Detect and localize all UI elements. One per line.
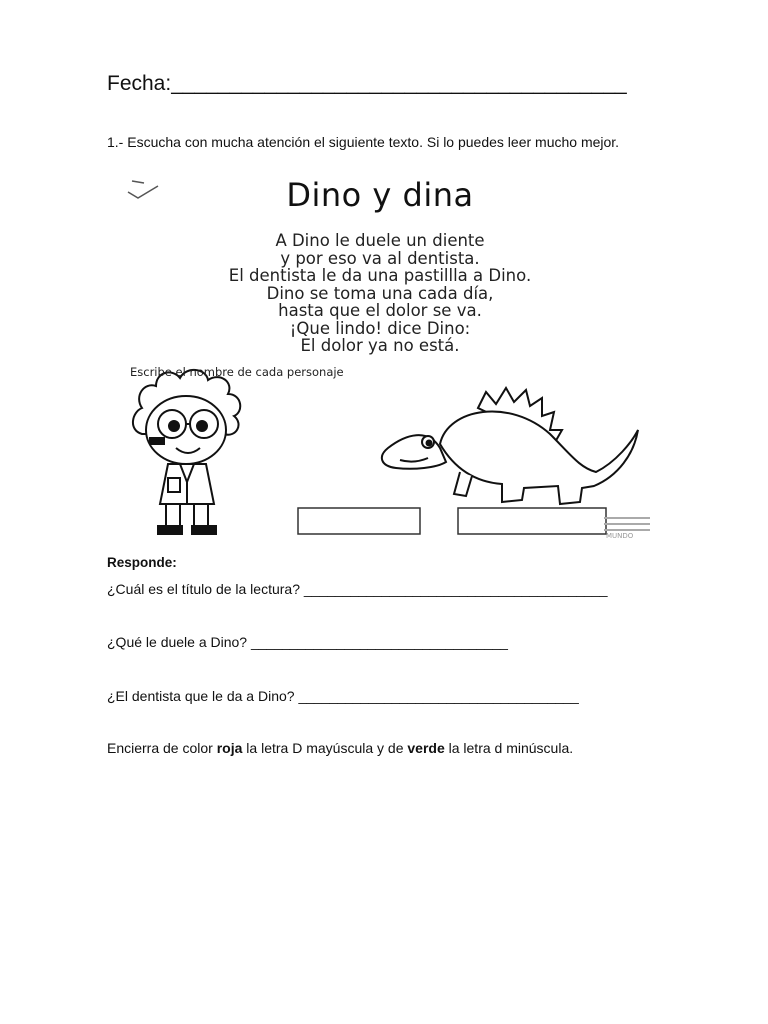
story-illustration bbox=[110, 172, 650, 544]
poem-line: A Dino le duele un diente bbox=[275, 231, 485, 250]
instr-red-word: roja bbox=[216, 740, 243, 756]
responde-heading: Responde: bbox=[107, 555, 177, 570]
question-dentist: ¿El dentista que le da a Dino? ____________________________________ bbox=[107, 688, 579, 704]
instr-green-word: verde bbox=[407, 740, 445, 756]
dentist-illustration bbox=[133, 370, 240, 534]
instr-part: la letra d minúscula. bbox=[444, 740, 574, 756]
illustration-caption: Escribe el nombre de cada personaje bbox=[130, 365, 344, 379]
poem-line: hasta que el dolor se va. bbox=[278, 301, 482, 320]
poem-line: Dino se toma una cada día, bbox=[266, 283, 494, 303]
instr-part: Encierra de color bbox=[107, 740, 217, 756]
dinosaur-illustration bbox=[382, 388, 638, 504]
poem-line: ¡Que lindo! dice Dino: bbox=[289, 318, 471, 338]
story-drawing bbox=[110, 172, 650, 544]
instruction-text: 1.- Escucha con mucha atención el siguiente texto. Si lo puedes leer mucho mejor. bbox=[107, 134, 620, 150]
question-title: ¿Cuál es el título de la lectura? _______________________________________ bbox=[107, 581, 608, 597]
story-title: Dino y dina bbox=[286, 176, 474, 214]
coloring-instruction bbox=[107, 740, 573, 756]
poem-line: El dolor ya no está. bbox=[300, 336, 460, 355]
name-box-dinosaur[interactable] bbox=[458, 508, 606, 534]
poem-line: y por eso va al dentista. bbox=[280, 248, 480, 268]
story-poem bbox=[110, 232, 650, 355]
name-box-dentist[interactable] bbox=[298, 508, 420, 534]
poem-line: El dentista le da una pastillla a Dino. bbox=[228, 266, 532, 285]
watermark-text: MUNDO bbox=[606, 532, 634, 540]
date-line: Fecha:_______________________________________ bbox=[107, 72, 627, 95]
instr-part: la letra D mayúscula y de bbox=[242, 740, 408, 756]
question-pain: ¿Qué le duele a Dino? _________________________________ bbox=[107, 634, 508, 650]
